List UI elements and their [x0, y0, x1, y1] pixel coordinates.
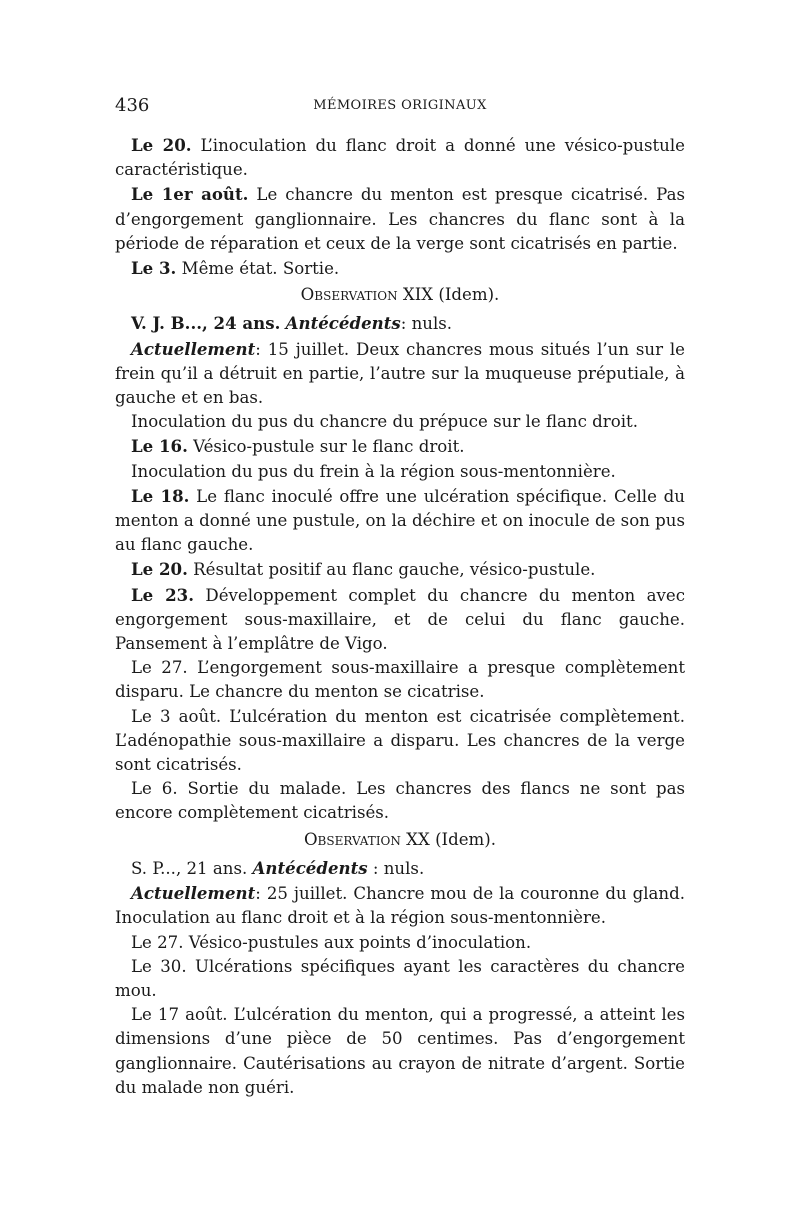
paragraph-text: Développement complet du chancre du menton avec engorgement sous-maxillaire, et de celui du flanc gauche. Pansement à l’emplâtre de Vigo. — [115, 585, 685, 654]
section-label: Actuellement — [131, 883, 256, 904]
date-lead: Le 18. — [131, 485, 190, 506]
paragraph — [115, 881, 685, 930]
date-lead: Le 20. — [131, 559, 188, 580]
paragraph — [115, 182, 685, 256]
paragraph-text: Le flanc inoculé offre une ulcération spécifique. Celle du menton a donné une pustule, on la déchire et on inocule de son pus au flanc gauche. — [115, 486, 685, 555]
paragraph-text: Résultat positif au flanc gauche, vésico-pustule. — [187, 560, 596, 580]
paragraph — [115, 557, 685, 582]
paragraph-text: Même état. Sortie. — [176, 259, 340, 279]
paragraph — [115, 133, 685, 182]
paragraph-text: : 25 juillet. Chancre mou de la couronne du gland. Inoculation au flanc droit et à la région sous-mentonnière. — [115, 884, 685, 928]
paragraph — [115, 1003, 685, 1100]
paragraph — [115, 931, 685, 955]
patient-lead: S. P..., 21 ans. — [131, 858, 248, 878]
date-lead: Le 20. — [131, 135, 192, 155]
paragraph-text: : nuls. — [367, 858, 425, 878]
paragraph-text: : nuls. — [400, 314, 453, 334]
paragraph-text: Vésico-pustule sur le flanc droit. — [187, 437, 465, 457]
date-lead: Le 16. — [131, 436, 188, 457]
page — [115, 95, 685, 1100]
page-number: 436 — [115, 95, 150, 116]
paragraph — [115, 583, 685, 657]
paragraph — [115, 955, 685, 1003]
paragraph-text: Le 3 août. L’ulcération du menton est cicatrisée complètement. L’adénopathie sous-maxillaire a disparu. Les chancres de la verge sont cicatrisés. — [115, 706, 685, 775]
section-label: Actuellement — [131, 338, 256, 359]
date-lead: Le 3. — [131, 258, 177, 279]
body-text — [115, 133, 685, 1100]
paragraph-text: Le 6. Sortie du malade. Les chancres des flancs ne sont pas encore complètement cicatrisés. — [115, 779, 685, 823]
paragraph-text: Inoculation du pus du chancre du prépuce sur le flanc droit. — [131, 412, 638, 432]
date-lead: Le 1er août. — [131, 184, 249, 205]
observation-number: XIX (Idem). — [397, 285, 500, 305]
section-label: Antécédents — [252, 857, 368, 878]
paragraph — [115, 311, 685, 336]
page-header — [115, 95, 685, 123]
date-lead: Le 23. — [131, 584, 194, 605]
paragraph — [115, 256, 685, 281]
paragraph-text: : 15 juillet. Deux chancres mous situés l’un sur le frein qu’il a détruit en partie, l’autre sur la muqueuse préputiale, à gauche et en bas. — [115, 339, 685, 408]
observation-label: Observation — [303, 829, 401, 849]
paragraph — [115, 777, 685, 825]
paragraph-text: Le 17 août. L’ulcération du menton, qui a progressé, a atteint les dimensions d’une pièce de 50 centimes. Pas d’engorgement ganglionnaire. Cautérisations au crayon de nitrate d’argent. Sortie du malade non guéri. — [115, 1005, 685, 1097]
paragraph — [115, 434, 685, 459]
paragraph — [115, 856, 685, 881]
observation-heading — [115, 826, 685, 856]
paragraph — [115, 656, 685, 704]
running-head: MÉMOIRES ORIGINAUX — [313, 98, 487, 113]
paragraph — [115, 410, 685, 434]
section-label: Antécédents — [285, 313, 401, 334]
paragraph-text: Le 27. L’engorgement sous-maxillaire a presque complètement disparu. Le chancre du menton se cicatrise. — [115, 658, 685, 702]
paragraph — [115, 705, 685, 778]
paragraph — [115, 460, 685, 484]
observation-number: XX (Idem). — [400, 829, 497, 849]
paragraph-text: Le 30. Ulcérations spécifiques ayant les caractères du chancre mou. — [115, 956, 685, 1000]
paragraph-text: Inoculation du pus du frein à la région sous-mentonnière. — [131, 461, 616, 481]
patient-lead: V. J. B..., 24 ans. — [131, 313, 281, 334]
paragraph — [115, 484, 685, 558]
observation-heading — [115, 281, 685, 311]
paragraph-text: Le chancre du menton est presque cicatrisé. Pas d’engorgement ganglionnaire. Les chancres du flanc sont à la période de réparation et ceux de la verge sont cicatrisés en partie. — [115, 185, 685, 253]
paragraph — [115, 337, 685, 411]
paragraph-text: L’inoculation du flanc droit a donné une vésico-pustule caractéristique. — [115, 136, 685, 180]
paragraph-text: Le 27. Vésico-pustules aux points d’inoculation. — [131, 932, 532, 952]
observation-label: Observation — [300, 285, 398, 305]
